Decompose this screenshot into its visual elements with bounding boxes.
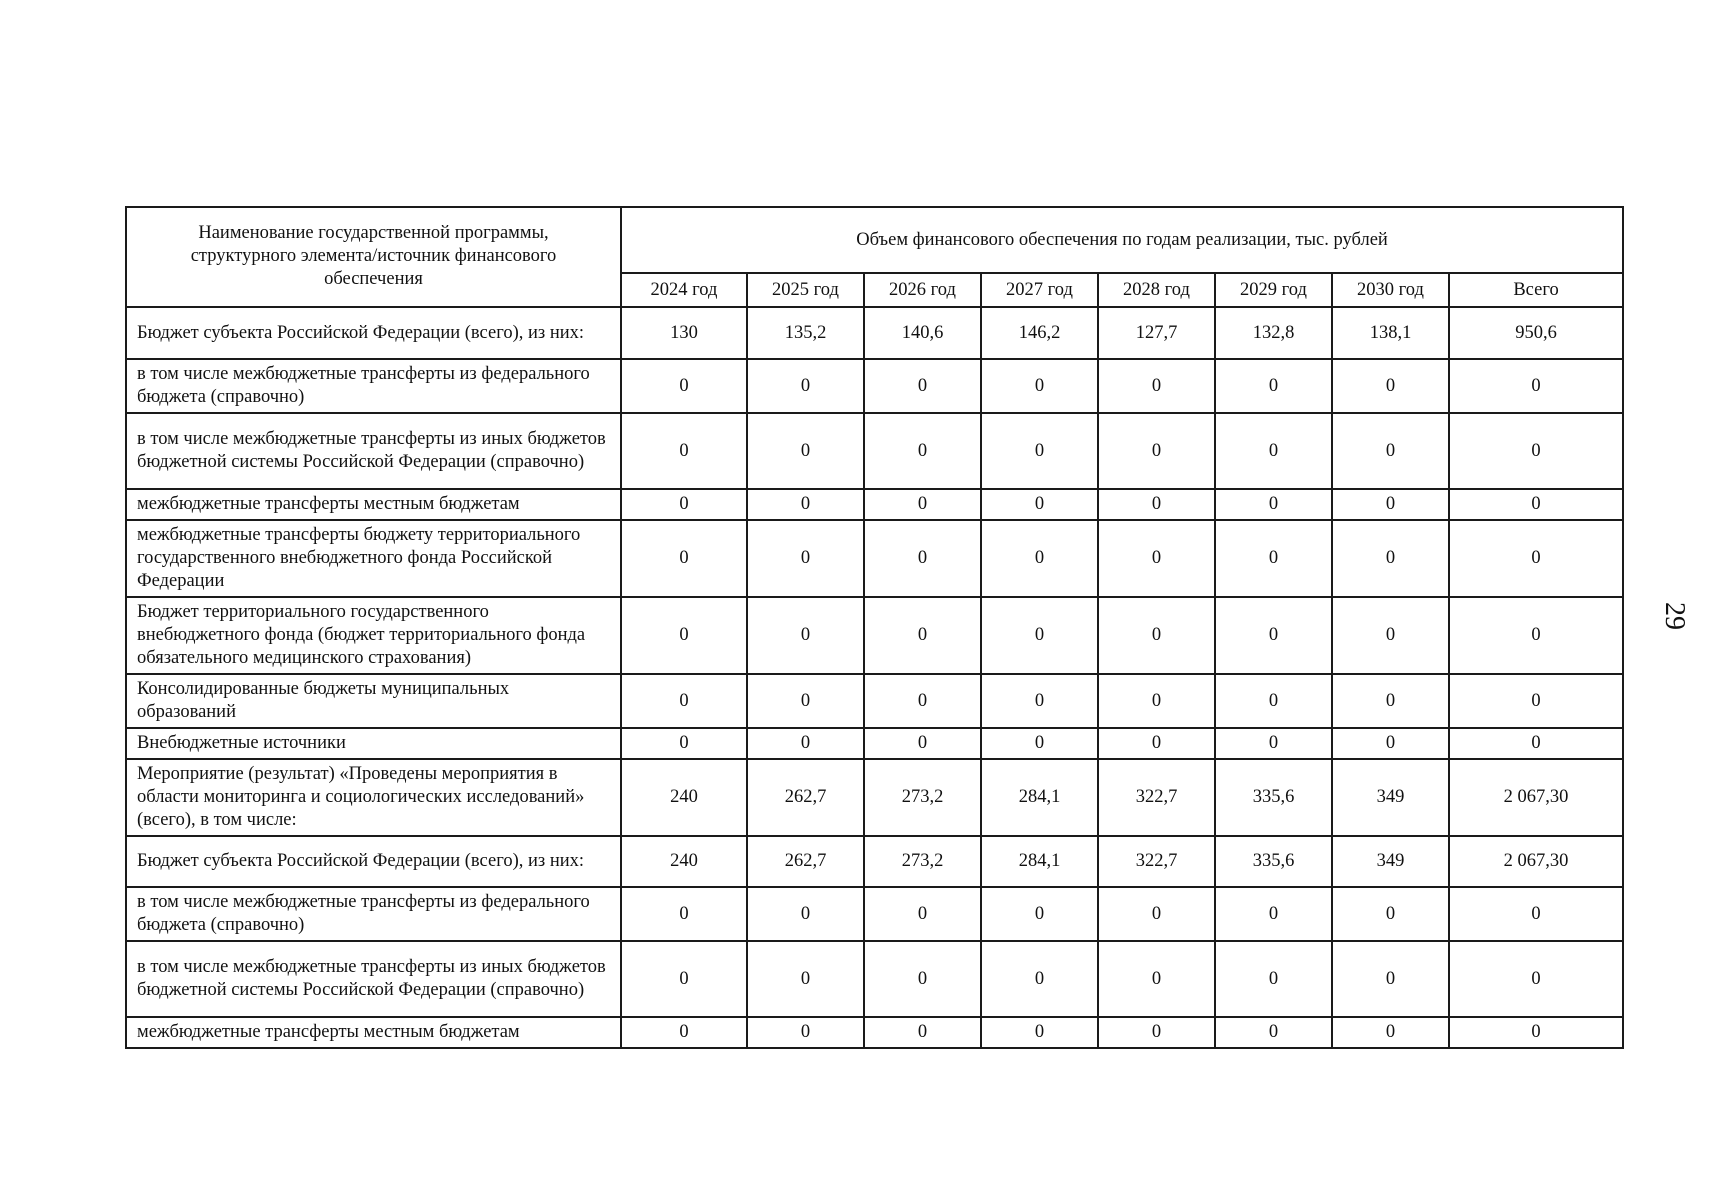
- year-value: 0: [864, 674, 981, 728]
- year-value: 132,8: [1215, 307, 1332, 359]
- year-value: 273,2: [864, 759, 981, 836]
- year-value: 0: [981, 1017, 1098, 1048]
- year-value: 0: [621, 1017, 747, 1048]
- year-header: 2025 год: [747, 273, 864, 307]
- year-value: 0: [747, 728, 864, 759]
- year-value: 284,1: [981, 759, 1098, 836]
- year-value: 0: [747, 597, 864, 674]
- page-number: 29: [1659, 602, 1690, 630]
- row-total: 0: [1449, 520, 1623, 597]
- row-total: 0: [1449, 1017, 1623, 1048]
- year-value: 0: [1215, 674, 1332, 728]
- year-value: 0: [747, 520, 864, 597]
- year-value: 0: [1332, 597, 1449, 674]
- year-value: 0: [981, 728, 1098, 759]
- year-header: 2030 год: [1332, 273, 1449, 307]
- year-value: 0: [1332, 1017, 1449, 1048]
- year-header: 2029 год: [1215, 273, 1332, 307]
- year-value: 0: [1215, 597, 1332, 674]
- row-total: 0: [1449, 728, 1623, 759]
- table-row: [126, 728, 1623, 759]
- row-total: 2 067,30: [1449, 759, 1623, 836]
- year-value: 0: [864, 359, 981, 413]
- table-row: [126, 307, 1623, 359]
- year-value: 0: [1332, 941, 1449, 1017]
- row-total: 0: [1449, 597, 1623, 674]
- year-header: 2027 год: [981, 273, 1098, 307]
- year-value: 0: [621, 941, 747, 1017]
- table-body: [126, 307, 1623, 1048]
- year-value: 0: [1332, 359, 1449, 413]
- year-value: 0: [1215, 1017, 1332, 1048]
- year-value: 349: [1332, 836, 1449, 887]
- table-row: [126, 674, 1623, 728]
- year-value: 0: [1215, 359, 1332, 413]
- year-value: 0: [747, 887, 864, 941]
- year-value: 0: [981, 674, 1098, 728]
- row-name: Бюджет субъекта Российской Федерации (всего), из них:: [126, 836, 621, 887]
- year-value: 0: [1332, 674, 1449, 728]
- year-value: 0: [981, 359, 1098, 413]
- year-value: 0: [864, 489, 981, 520]
- year-value: 0: [1332, 887, 1449, 941]
- year-value: 240: [621, 836, 747, 887]
- year-value: 0: [621, 597, 747, 674]
- year-value: 0: [864, 1017, 981, 1048]
- year-value: 0: [747, 413, 864, 489]
- year-value: 0: [1215, 887, 1332, 941]
- year-value: 0: [1332, 489, 1449, 520]
- name-column-header: Наименование государственной программы, структурного элемента/источник финансового обеспечения: [126, 207, 621, 307]
- year-value: 0: [1098, 887, 1215, 941]
- row-name: в том числе межбюджетные трансферты из федерального бюджета (справочно): [126, 359, 621, 413]
- year-value: 349: [1332, 759, 1449, 836]
- year-value: 0: [1332, 728, 1449, 759]
- table-row: [126, 887, 1623, 941]
- year-value: 0: [747, 1017, 864, 1048]
- year-value: 138,1: [1332, 307, 1449, 359]
- table-row: [126, 941, 1623, 1017]
- year-value: 135,2: [747, 307, 864, 359]
- year-value: 0: [747, 359, 864, 413]
- row-name: межбюджетные трансферты местным бюджетам: [126, 1017, 621, 1048]
- row-name: Бюджет субъекта Российской Федерации (всего), из них:: [126, 307, 621, 359]
- table-row: [126, 1017, 1623, 1048]
- year-value: 0: [1098, 520, 1215, 597]
- year-value: 0: [621, 674, 747, 728]
- year-value: 0: [621, 520, 747, 597]
- year-value: 0: [981, 941, 1098, 1017]
- year-header: 2026 год: [864, 273, 981, 307]
- year-value: 0: [864, 597, 981, 674]
- table-header: [126, 207, 1623, 307]
- year-value: 335,6: [1215, 759, 1332, 836]
- year-value: 0: [1098, 941, 1215, 1017]
- year-value: 0: [864, 941, 981, 1017]
- row-total: 0: [1449, 887, 1623, 941]
- year-value: 0: [621, 728, 747, 759]
- row-total: 0: [1449, 674, 1623, 728]
- row-name: Бюджет территориального государственного внебюджетного фонда (бюджет территориального фонда обязательного медицинского страхования): [126, 597, 621, 674]
- table-row: [126, 597, 1623, 674]
- year-value: 0: [1098, 1017, 1215, 1048]
- year-value: 0: [1215, 489, 1332, 520]
- year-value: 0: [1098, 728, 1215, 759]
- financing-table: [125, 206, 1624, 1049]
- year-value: 0: [864, 520, 981, 597]
- row-name: межбюджетные трансферты бюджету территориального государственного внебюджетного фонда Российской Федерации: [126, 520, 621, 597]
- year-value: 322,7: [1098, 836, 1215, 887]
- year-value: 146,2: [981, 307, 1098, 359]
- row-total: 0: [1449, 413, 1623, 489]
- table-row: [126, 836, 1623, 887]
- year-value: 0: [1098, 359, 1215, 413]
- year-value: 335,6: [1215, 836, 1332, 887]
- row-total: 0: [1449, 941, 1623, 1017]
- year-value: 0: [1332, 413, 1449, 489]
- row-total: 0: [1449, 489, 1623, 520]
- year-value: 0: [981, 887, 1098, 941]
- year-value: 284,1: [981, 836, 1098, 887]
- funding-volume-header: Объем финансового обеспечения по годам реализации, тыс. рублей: [621, 207, 1623, 273]
- year-header: 2024 год: [621, 273, 747, 307]
- year-value: 0: [621, 359, 747, 413]
- row-total: 2 067,30: [1449, 836, 1623, 887]
- year-value: 0: [621, 413, 747, 489]
- year-value: 262,7: [747, 836, 864, 887]
- year-value: 0: [621, 887, 747, 941]
- year-header: 2028 год: [1098, 273, 1215, 307]
- year-value: 0: [1098, 674, 1215, 728]
- year-value: 140,6: [864, 307, 981, 359]
- year-value: 273,2: [864, 836, 981, 887]
- year-value: 0: [1215, 941, 1332, 1017]
- year-value: 0: [981, 413, 1098, 489]
- table-row: [126, 520, 1623, 597]
- year-value: 0: [1215, 728, 1332, 759]
- row-name: Консолидированные бюджеты муниципальных образований: [126, 674, 621, 728]
- row-name: в том числе межбюджетные трансферты из иных бюджетов бюджетной системы Российской Федерации (справочно): [126, 941, 621, 1017]
- year-value: 0: [621, 489, 747, 520]
- year-value: 0: [1215, 520, 1332, 597]
- table-row: [126, 413, 1623, 489]
- year-value: 0: [864, 728, 981, 759]
- year-value: 0: [864, 413, 981, 489]
- year-value: 0: [981, 520, 1098, 597]
- year-value: 0: [1098, 597, 1215, 674]
- year-value: 127,7: [1098, 307, 1215, 359]
- row-total: 0: [1449, 359, 1623, 413]
- year-value: 262,7: [747, 759, 864, 836]
- table-row: [126, 359, 1623, 413]
- year-value: 0: [1098, 413, 1215, 489]
- year-value: 0: [981, 597, 1098, 674]
- year-value: 0: [1215, 413, 1332, 489]
- year-value: 0: [864, 887, 981, 941]
- row-name: в том числе межбюджетные трансферты из иных бюджетов бюджетной системы Российской Федерации (справочно): [126, 413, 621, 489]
- year-value: 0: [1098, 489, 1215, 520]
- year-value: 0: [1332, 520, 1449, 597]
- year-value: 0: [747, 489, 864, 520]
- row-name: Мероприятие (результат) «Проведены мероприятия в области мониторинга и социологических исследований» (всего), в том числе:: [126, 759, 621, 836]
- table-row: [126, 759, 1623, 836]
- row-name: Внебюджетные источники: [126, 728, 621, 759]
- table-row: [126, 489, 1623, 520]
- total-header: Всего: [1449, 273, 1623, 307]
- year-value: 0: [747, 674, 864, 728]
- year-value: 130: [621, 307, 747, 359]
- year-value: 240: [621, 759, 747, 836]
- row-name: в том числе межбюджетные трансферты из федерального бюджета (справочно): [126, 887, 621, 941]
- year-value: 322,7: [1098, 759, 1215, 836]
- row-name: межбюджетные трансферты местным бюджетам: [126, 489, 621, 520]
- year-value: 0: [981, 489, 1098, 520]
- year-value: 0: [747, 941, 864, 1017]
- row-total: 950,6: [1449, 307, 1623, 359]
